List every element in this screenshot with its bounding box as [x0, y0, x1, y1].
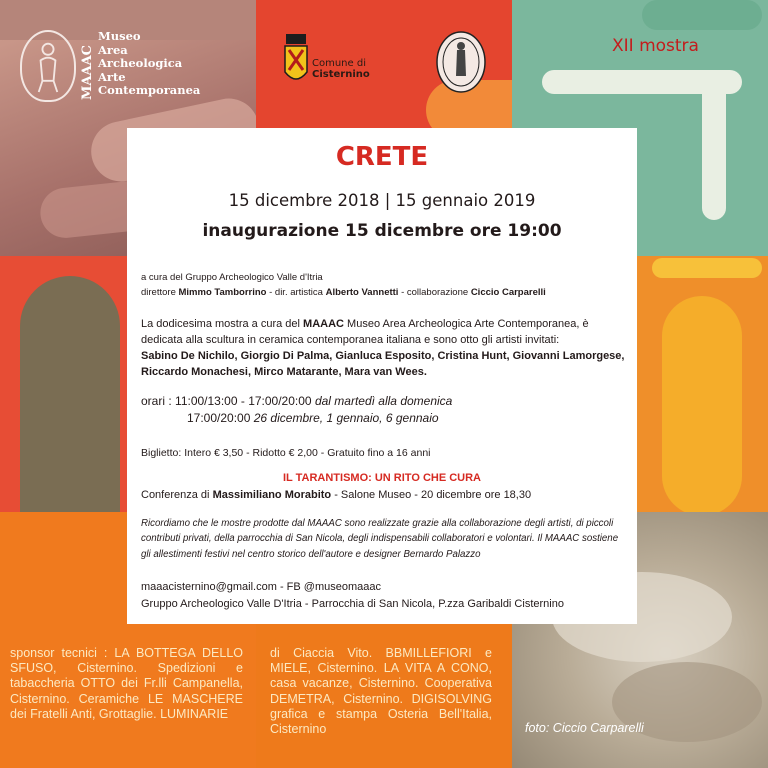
address: Gruppo Archeologico Valle D'Itria - Parrocchia di San Nicola, P.zza Garibaldi Cisternino: [141, 598, 564, 610]
contact-email[interactable]: maaacisternino@gmail.com - FB @museomaaac: [141, 581, 381, 593]
museum-emblem-icon: [20, 30, 76, 102]
curated-by: a cura del Gruppo Archeologico Valle d'Itria: [141, 272, 323, 283]
museum-acronym: MAAAC: [80, 45, 95, 100]
exhibition-description: La dodicesima mostra a cura del MAAAC Museo Area Archeologica Arte Contemporanea, è dedicata alla scultura in ceramica contemporanea italiana e sono otto gli artisti invitati:: [141, 318, 589, 346]
sponsors-left: sponsor tecnici : LA BOTTEGA DELLO SFUSO, Cisternino. Spedizioni e tabaccheria OTTO dei Fr.lli Campanella, Cisternino. Ceramiche LE MASCHERE dei Fratelli Anti, Grottaglie. LUMINARIE: [10, 646, 243, 721]
ticket-prices: Biglietto: Intero € 3,50 - Ridotto € 2,00 - Gratuito fino a 16 anni: [141, 447, 431, 459]
comune-crest-icon: [283, 32, 309, 88]
talk-title: IL TARANTISMO: UN RITO CHE CURA: [283, 472, 481, 484]
exhibition-title: CRETE: [335, 142, 429, 172]
acknowledgements: Ricordiamo che le mostre prodotte dal MAAAC sono realizzate grazie alla collaborazione degli artisti, di piccoli contributi privati, della parrocchia di San Nicola, degli indispensabili collaboratori e volontari. Il MAAAC sostiene gli allestimenti festivi nel centro storico dell'autore e designer Bernardo Palazzo: [141, 518, 619, 560]
sponsors-right: di Ciaccia Vito. BBMILLEFIORI e MIELE, Cisternino. LA VITA A CONO, casa vacanze, Cisternino. Cooperativa DEMETRA, Cisternino. DIGISOLVING grafica e stampa Osteria Bell'Italia, Cisternino: [270, 646, 492, 737]
credits-line: direttore Mimmo Tamborrino - dir. artistica Alberto Vannetti - collaborazione Ciccio Carparelli: [141, 287, 546, 298]
photo-credit: foto: Ciccio Carparelli: [525, 721, 644, 735]
hours-line-2: 17:00/20:00 26 dicembre, 1 gennaio, 6 gennaio: [187, 411, 439, 425]
opening-time: inaugurazione 15 dicembre ore 19:00: [202, 221, 562, 241]
edition-label: XII mostra: [612, 36, 699, 56]
info-card: [127, 128, 637, 624]
museum-name: Museo Area Archeologica Arte Contemporanea: [98, 29, 201, 97]
comune-label: Comune di Cisternino: [312, 58, 370, 80]
parish-seal-icon: [435, 30, 487, 94]
artists-list: Sabino De Nichilo, Giorgio Di Palma, Gianluca Esposito, Cristina Hunt, Giovanni Lamorgese, Riccardo Monachesi, Mirco Matarante, Mara van Wees.: [141, 350, 625, 378]
talk-details: Conferenza di Massimiliano Morabito - Salone Museo - 20 dicembre ore 18,30: [141, 489, 532, 501]
hours-line-1: orari : 11:00/13:00 - 17:00/20:00 dal martedì alla domenica: [141, 394, 453, 408]
exhibition-dates: 15 dicembre 2018 | 15 gennaio 2019: [228, 191, 536, 210]
